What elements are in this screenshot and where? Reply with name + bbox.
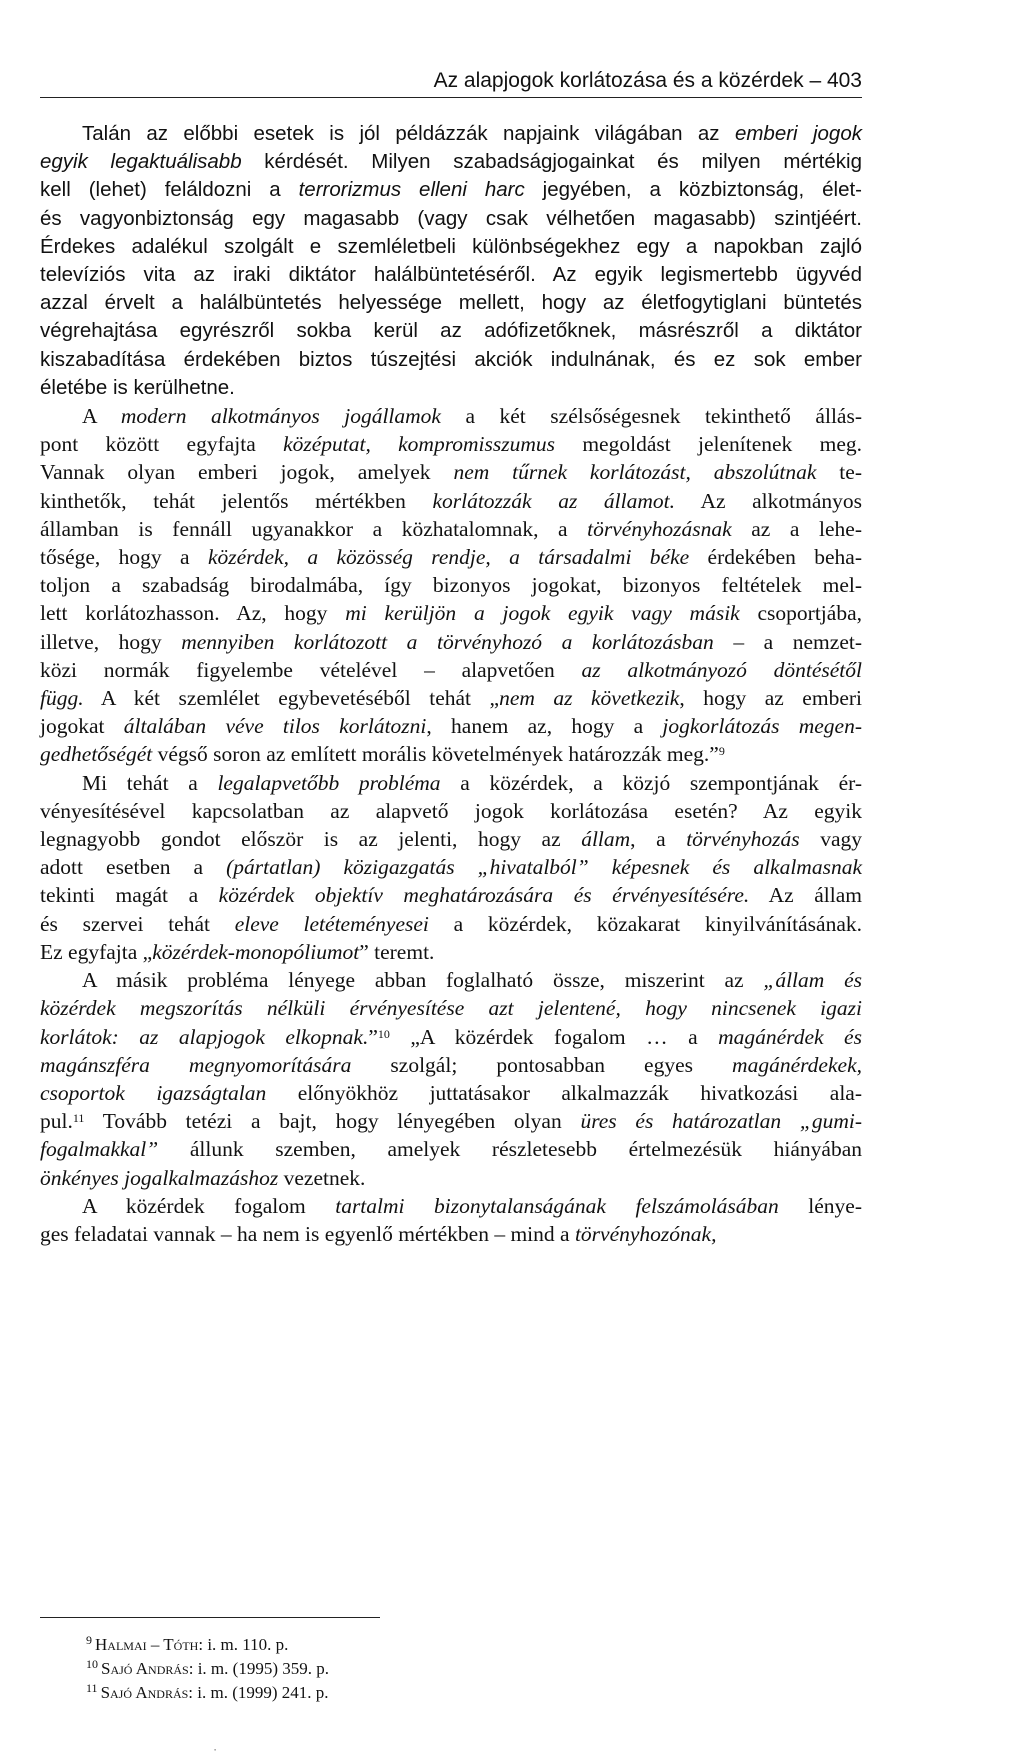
text-line: televíziós vita az iraki diktátor halálbüntetéséről. Az egyik legismertebb ügyvéd [40,263,862,287]
footnote-9: $^9$ Halmai – Tóth: i. m. 110. p. [86,1633,289,1654]
text-line: ges feladatai vannak – ha nem is egyenlő mértékben – mind a törvényhozónak, [40,1221,717,1246]
text-line: korlátok: az alapjogok elkopnak.”$^{10}$ „A közérdek fogalom … a magánérdek és [40,1024,862,1049]
text-line: Vannak olyan emberi jogok, amelyek nem tűrnek korlátozást, abszolútnak te- [40,460,862,485]
text-line: és szervei tehát eleve letéteményesei a közérdek, közakarat kinyilvánításának. [40,911,862,936]
text-line: végrehajtása egyrészről sokba kerül az adófizetőknek, másrészről a diktátor [40,319,862,343]
text-line: és vagyonbiztonság egy magasabb (vagy csak vélhetően magasabb) szintjéért. [40,206,862,230]
text-line: kiszabadítása érdekében biztos túszejtési akciók indulnának, és ez sok ember [40,347,862,371]
text-line: A modern alkotmányos jogállamok a két szélsőségesnek tekinthető állás- [82,404,862,429]
footnotes [86,1633,329,1705]
paragraph-3 [40,769,862,966]
paragraph-1 [40,120,862,402]
paragraph-4 [40,966,862,1192]
text-line: Mi tehát a legalapvetőbb probléma a közérdek, a közjó szempontjának ér- [82,770,863,795]
text-line: Talán az előbbi esetek is jól példázzák napjaink világában az emberi jogok [82,122,862,145]
text-line: függ. A két szemlélet egybevetéséből tehát „nem az következik, hogy az emberi [40,686,862,711]
text-line: kell (lehet) feláldozni a terrorizmus elleni harc jegyében, a közbiztonság, élet- [40,178,862,202]
text-line: kinthetők, tehát jelentős mértékben korlátozzák az államot. Az alkotmányos [40,488,863,513]
text-line: Ez egyfajta „közérdek-monopóliumot” teremt. [40,939,435,964]
text-line: jogokat általában véve tilos korlátozni, hanem az, hogy a jogkorlátozás megen- [40,714,863,739]
scan-speck: ⋅ [213,1743,218,1757]
text-line: államban is fennáll ugyanakkor a közhatalomnak, a törvényhozásnak az a lehe- [40,516,862,541]
text-line: tősége, hogy a közérdek, a közösség rendje, a társadalmi béke érdekében beha- [40,545,863,570]
text-line: tekinti magát a közérdek objektív meghatározására és érvényesítésére. Az állam [40,883,862,908]
footnote-10: $^{10}$ Sajó András: i. m. (1995) 359. p. [86,1657,329,1678]
text-line: közérdek megszorítás nélküli érvényesítése azt jelentené, hogy nincsenek igazi [40,996,862,1021]
text-line: vényesítésével kapcsolatban az alapvető jogok korlátozása esetén? Az egyik [40,798,862,823]
paragraph-5 [40,1192,862,1248]
text-line: közi normák figyelembe vételével – alapvetően az alkotmányozó döntésétől [40,657,863,682]
text-line: pul.$^{11}$ Tovább tetézi a bajt, hogy lényegében olyan üres és határozatlan „gumi- [40,1109,862,1134]
text-line: azzal érvelt a halálbüntetés helyessége mellett, hogy az életfogytiglani büntetés [40,291,862,315]
text-line: csoportok igazságtalan előnyökhöz juttatásakor alkalmazzák hivatkozási ala- [40,1080,862,1105]
text-line: adott esetben a (pártatlan) közigazgatás „hivatalból” képesnek és alkalmasnak [40,855,862,880]
footnote-rule [40,1617,380,1618]
body-text [40,120,862,1248]
text-line: lett korlátozhasson. Az, hogy mi kerüljön a jogok egyik vagy másik csoportjába, [40,601,862,626]
paragraph-2 [40,402,862,769]
running-header: Az alapjogok korlátozása és a közérdek – 403 [40,66,862,98]
footnote-11: $^{11}$ Sajó András: i. m. (1999) 241. p. [86,1681,329,1702]
text-line: illetve, hogy mennyiben korlátozott a törvényhozó a korlátozásban – a nemzet- [40,629,862,654]
text-line: gedhetőségét végső soron az említett morális követelmények határozzák meg.”$^9$ [40,742,725,767]
text-line: fogalmakkal” állunk szemben, amelyek részletesebb értelmezésük hiányában [40,1137,862,1162]
text-line: A közérdek fogalom tartalmi bizonytalanságának felszámolásában lénye- [82,1193,862,1218]
text-line: Érdekes adalékul szolgált e szemléletbeli különbségekhez egy a napokban zajló [40,234,862,258]
text-line: önkényes jogalkalmazáshoz vezetnek. [40,1165,366,1190]
text-line: A másik probléma lényege abban foglalható össze, miszerint az „állam és [82,968,863,993]
text-line: egyik legaktuálisabb kérdését. Milyen szabadságjogainkat és milyen mértékig [40,150,862,174]
text-line: magánszféra megnyomorítására szolgál; pontosabban egyes magánérdekek, [40,1052,862,1077]
text-line: pont között egyfajta középutat, kompromisszumus megoldást jelenítenek meg. [40,432,862,457]
text-line: legnagyobb gondot először is az jelenti, hogy az állam, a törvényhozás vagy [40,827,863,852]
text-line: életébe is kerülhetne. [40,375,235,399]
text-line: toljon a szabadság birodalmába, így bizonyos jogokat, bizonyos feltételek mel- [40,573,862,598]
